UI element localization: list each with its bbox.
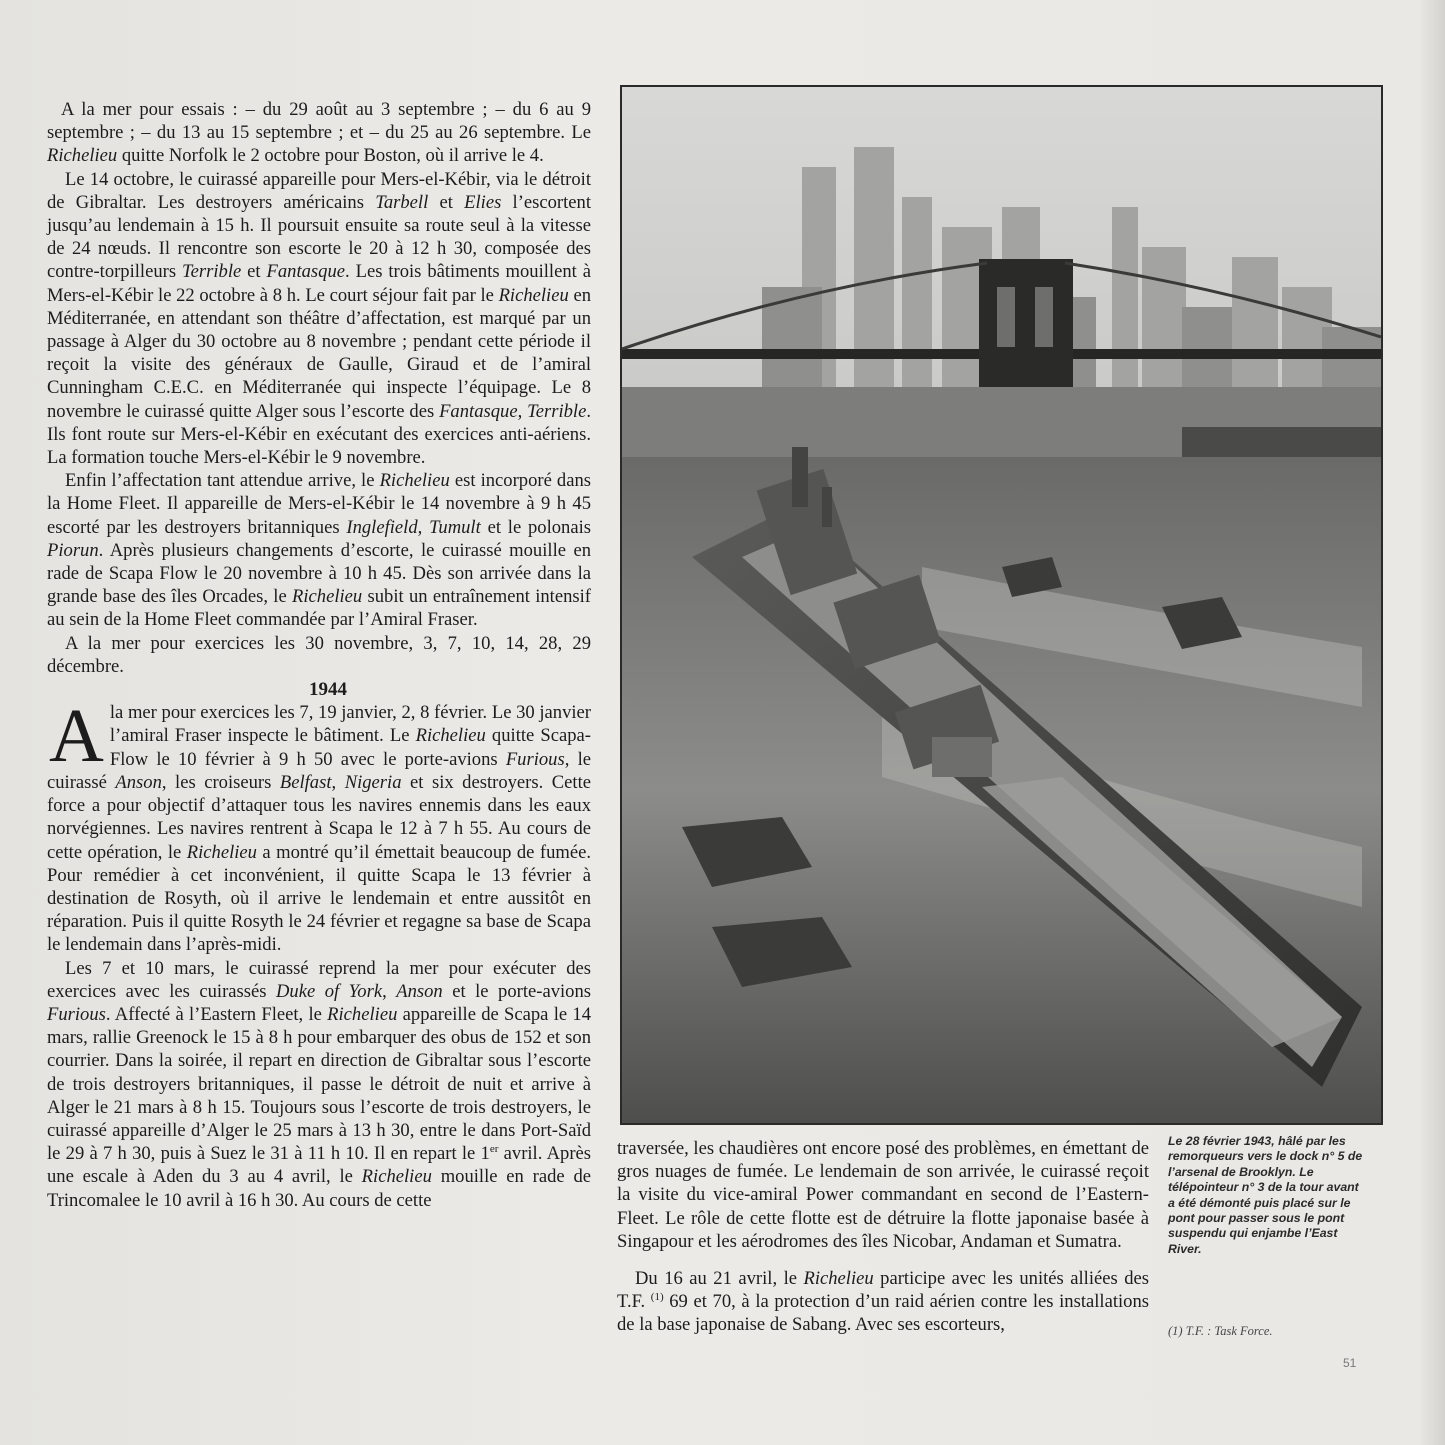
paragraph: Enfin l’affectation tant attendue arrive, le Richelieu est incorporé dans la Home Fleet. Il appareille de Mers-el-Kébir le 14 novembre à 9 h 45 escorté par les destroyers britanniques Inglefield, Tumult et le polonais Piorun. Après plusieurs changements d’escorte, le cuirassé mouille en rade de Scapa Flow le 20 novembre à 10 h 45. Dès son arrivée dans la grande base des îles Orcades, le Richelieu subit un entraînement intensif au sein de la Home Fleet commandée par l’Amiral Fraser. bbox=[47, 470, 592, 631]
footnote-reference: (1) bbox=[650, 1291, 664, 1304]
left-text-column bbox=[47, 98, 591, 1212]
paragraph: Le 14 octobre, le cuirassé appareille pour Mers-el-Kébir, via le détroit de Gibraltar. Les destroyers américains Tarbell et Elies l’escortent jusqu’au lendemain à 15 h. Il poursuit ensuite sa route seul à la vitesse de 24 nœuds. Il rencontre son escorte le 20 à 12 h 30, composée des contre-torpilleurs Terrible et Fantasque. Les trois bâtiments mouillent à Mers-el-Kébir le 22 octobre à 8 h. Le court séjour fait par le Richelieu en Méditerranée, en attendant son théâtre d’affectation, est marqué par un passage à Alger du 30 octobre au 8 novembre ; pendant cette période il reçoit la visite des généraux de Gaulle, Giraud et de l’amiral Cunningham C.E.C. en Méditerranée qui inspecte l’équipage. Le 8 novembre le cuirassé quitte Alger sous l’escorte des Fantasque, Terrible. Ils font route sur Mers-el-Kébir en exécutant des exercices anti-aériens. La formation touche Mers-el-Kébir le 9 novembre. bbox=[47, 168, 592, 469]
paragraph: Du 16 au 21 avril, le Richelieu participe avec les unités alliées des T.F. $^{(1)}$ 69 et 70, à la protection d’un raid aérien contre les installations de la base japonaise de Sabang. Avec ses escorteurs, bbox=[617, 1268, 1149, 1336]
paragraph: Ala mer pour exercices les 7, 19 janvier, 2, 8 février. Le 30 janvier l’amiral Fraser inspecte le bâtiment. Le Richelieu quitte Scapa-Flow le 10 février à 9 h 50 avec le porte-avions Furious, le cuirassé Anson, les croiseurs Belfast, Nigeria et six destroyers. Cette force a pour objectif d’attaquer tous les navires ennemis dans les eaux norvégiennes. Les navires rentrent à Scapa le 12 à 7 h 55. Au cours de cette opération, le Richelieu a montré qu’il émettait beaucoup de fumée. Pour remédier à cet inconvénient, il quitte Scapa le 13 février à destination de Rosyth, où il arrive le lendemain et entre aussitôt en réparation. Puis il quitte Rosyth le 24 février et regagne sa base de Scapa le lendemain dans l’après-midi. bbox=[47, 694, 591, 956]
paragraph: traversée, les chaudières ont encore posé des problèmes, en émettant de gros nuages de fumée. Le lendemain de son arrivée, le cuirassé reçoit la visite du vice-amiral Power commandant en second de l’Eastern-Fleet. Le rôle de cette flotte est de détruire la flotte japonaise basée à Singapour et les aérodromes des îles Nicobar, Andaman et Sumatra. bbox=[617, 1138, 1149, 1252]
page-edge bbox=[1421, 0, 1445, 1445]
paragraph: A la mer pour exercices les 30 novembre, 3, 7, 10, 14, 28, 29 décembre. bbox=[47, 632, 591, 677]
middle-text-column bbox=[617, 1137, 1149, 1337]
page-number: 51 bbox=[1343, 1356, 1357, 1370]
section-heading: 1944 bbox=[309, 679, 347, 701]
drop-cap: A bbox=[49, 694, 104, 779]
battleship-photo bbox=[620, 85, 1383, 1125]
photo-caption: Le 28 février 1943, hâlé par les remorqueurs vers le dock n° 5 de l’arsenal de Brooklyn. Le télépointeur n° 3 de la tour avant a été démonté puis placé sur le pont pour passer sous le pont suspendu qui enjambe l’East River. bbox=[1168, 1134, 1363, 1256]
footnote: (1) T.F. : Task Force. bbox=[1168, 1324, 1273, 1338]
paragraph: Les 7 et 10 mars, le cuirassé reprend la mer pour exécuter des exercices avec les cuirassés Duke of York, Anson et le porte-avions Furious. Affecté à l’Eastern Fleet, le Richelieu appareille de Scapa le 14 mars, rallie Greenock le 15 à 8 h pour embarquer des obus de 152 et son courrier. Dans la soirée, il repart en direction de Gibraltar sous l’escorte de trois destroyers britanniques, il passe le détroit de nuit et arrive à Alger le 21 mars à 8 h 15. Toujours sous l’escorte de trois destroyers, le cuirassé appareille d’Alger le 25 mars à 13 h 30, entre le dans Port-Saïd le 29 à 7 h 30, puis à Suez le 31 à 11 h 10. Il en repart le 1er avril. Après une escale à Aden du 3 au 4 avril, le Richelieu mouille en rade de Trincomalee le 10 avril à 16 h 30. Au cours de cette bbox=[47, 957, 592, 1211]
paragraph: A la mer pour essais : – du 29 août au 3 septembre ; – du 6 au 9 septembre ; – du 13 au 15 septembre ; et – du 25 au 26 septembre. Le Richelieu quitte Norfolk le 2 octobre pour Boston, où il arrive le 4. bbox=[47, 99, 591, 167]
